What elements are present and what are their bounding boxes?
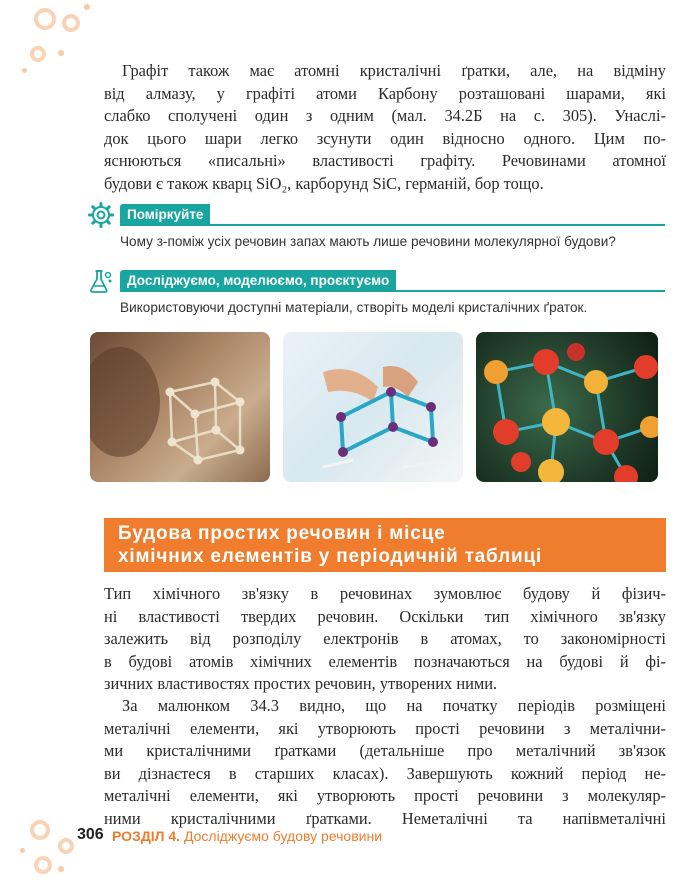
think-label: Поміркуйте <box>120 204 210 226</box>
text-line: ви дізнаєтеся в старших класах). Завершують кожний період не- <box>104 763 666 783</box>
text-line: яснюються «писальні» властивості графіту. Речовинами атомної <box>104 151 666 170</box>
research-task: Використовуючи доступні матеріали, створіть моделі кристалічних ґраток. <box>120 300 588 315</box>
text-line: металічні елементи, які утворюють прості речовини з молекуляр- <box>104 786 666 805</box>
text-line: Графіт також має атомні кристалічні ґратки, але, на відміну <box>122 61 666 80</box>
text-line: За малюнком 34.3 видно, що на початку періодів розміщені <box>122 696 666 715</box>
photo-ball-model <box>476 332 658 482</box>
photo-stick-model <box>283 332 463 482</box>
paragraph-periods <box>104 695 666 830</box>
photo-cubic-model <box>90 332 270 482</box>
flask-icon <box>88 268 114 294</box>
paragraph-graphite <box>104 60 666 195</box>
section-title-line: Будова простих речовин і місце <box>118 523 446 544</box>
text-line: ми кристалічними ґратками (детальніше про металічний зв'язок <box>104 741 666 760</box>
text-line: залежить від розподілу електронів в атомах, то закономірності <box>104 629 666 648</box>
divider <box>120 290 665 292</box>
section-heading <box>104 518 666 572</box>
chapter-footer <box>112 828 382 844</box>
chapter-title: Досліджуємо будову речовини <box>183 828 383 844</box>
text-line: будови є також кварц SiO₂, карборунд SiC, германій, бор тощо. <box>104 173 544 193</box>
text-line: ні властивості твердих речовин. Оскільки тип хімічного зв'язку <box>104 606 666 626</box>
gear-icon <box>88 202 114 228</box>
text-line: в будові атомів хімічних елементів позначаються на будові й фі- <box>104 651 666 671</box>
text-line: металічні елементи, які утворюють прості речовини з металічни- <box>104 718 666 738</box>
text-line: слабко сполучені один з одним (мал. 34.2Б на с. 305). Унаслі- <box>104 106 666 125</box>
page-number: 306 <box>77 826 104 843</box>
text-line: зичних властивостях простих речовин, утворених ними. <box>104 674 498 693</box>
research-label: Досліджуємо, моделюємо, проєктуємо <box>120 270 396 292</box>
chapter-label: РОЗДІЛ 4. <box>112 828 181 844</box>
text-line: від алмазу, у графіті атоми Карбону розташовані шарами, які <box>104 83 666 103</box>
text-line: Тип хімічного зв'язку в речовинах зумовлює будову й фізич- <box>104 584 666 603</box>
divider <box>120 224 665 226</box>
text-line: док цього шари легко зсунути один відносно одного. Цим по- <box>104 128 666 148</box>
section-title-line: хімічних елементів у періодичній таблиці <box>118 546 543 567</box>
text-line: ними кристалічними ґратками. Неметалічні та напівметалічні <box>104 808 666 828</box>
think-question: Чому з-поміж усіх речовин запах мають лише речовини молекулярної будови? <box>120 234 616 249</box>
paragraph-bond-type <box>104 583 666 696</box>
